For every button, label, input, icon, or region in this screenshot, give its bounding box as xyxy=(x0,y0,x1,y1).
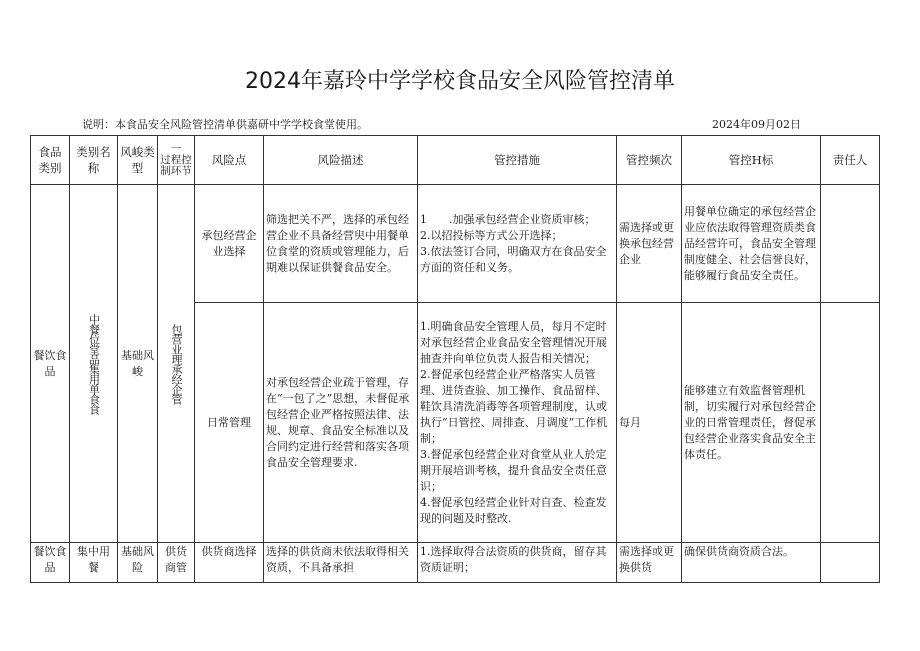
cell-risk-point: 日常管理 xyxy=(195,303,264,543)
cell-description: 对承包经营企业疏于管理，存在“一包了之”思想，未督促承包经营企业严格按照法律、法规、规章、食品安全标准以及合同约定进行经营和落实各项食品安全管理要求. xyxy=(264,303,418,543)
table-row xyxy=(31,543,880,583)
cell-process: 供货商管 xyxy=(158,543,195,583)
header-process xyxy=(158,136,195,185)
cell-process-text: 包营业理承经企管 xyxy=(170,323,183,404)
header-goal: 管控H标 xyxy=(682,136,821,185)
cell-name: 集中用餐 xyxy=(70,543,118,583)
cell-goal: 能够建立有效监督管理机制，切实履行对承包经营企业的日常管理责任，督促承包经营企业落实食品安全主体责任。 xyxy=(682,303,821,543)
cell-owner xyxy=(821,185,880,303)
cell-type: 基础风峻 xyxy=(118,185,158,543)
document-date: 2024年09月02日 xyxy=(712,118,801,131)
cell-risk-point: 承包经营企业选择 xyxy=(195,185,264,303)
cell-frequency: 需选择或更换承包经营企业 xyxy=(617,185,682,303)
header-description: 风险描述 xyxy=(264,136,418,185)
cell-owner xyxy=(821,303,880,543)
document-note: 说明：本食品安全风险管控清单供嘉研中学学校食堂使用。 xyxy=(82,118,368,131)
cell-description: 选择的供货商未依法取得相关资质，不具备承担 xyxy=(264,543,418,583)
cell-owner xyxy=(821,543,880,583)
cell-goal: 确保供货商资质合法。 xyxy=(682,543,821,583)
header-frequency: 管控频次 xyxy=(617,136,682,185)
cell-measures: 1.选择取得合法资质的供货商，留存其资质证明； xyxy=(418,543,617,583)
cell-category: 餐饮食品 xyxy=(31,185,70,543)
header-category: 食品类别 xyxy=(31,136,70,185)
header-row xyxy=(31,136,880,185)
header-process-label: 过程控制环节 xyxy=(160,153,192,177)
header-name: 类别名称 xyxy=(70,136,118,185)
cell-description: 筛选把关不严，选择的承包经营企业不具备经营臾中用餐单位食堂的资质或管理能力，后期难以保证供餐食品安全。 xyxy=(264,185,418,303)
risk-control-table xyxy=(30,135,880,583)
table-row xyxy=(31,185,880,303)
cell-name xyxy=(70,185,118,543)
cell-measures: 1.明确食品安全管理人员，每月不定时对承包经营企业食品安全管理情况开展抽查并向单位负责人报告相关情况； 2.督促承包经营企业严格落实人员管理、进货查验、加工操作、食品留样、鞋饮具清洗消毒等各项管理制度，认或执行“日管控、周排查、月调度”工作机制； 3.督促承包经营企业对食堂从业人於定期开展培训考核，提升食品安全责任意识； 4.督促承包经营企业针对自查、检查发现的问题及时整改. xyxy=(418,303,617,543)
header-risk-point: 风险点 xyxy=(195,136,264,185)
cell-type: 基础风险 xyxy=(118,543,158,583)
cell-name-text: 中餐位堂品集用单食食 xyxy=(87,313,101,414)
cell-process xyxy=(158,185,195,543)
header-owner: 责任人 xyxy=(821,136,880,185)
header-process-prefix: 一 xyxy=(170,142,182,155)
cell-frequency: 每月 xyxy=(617,303,682,543)
document-title: 2024年嘉玲中学学校食品安全风险管控清单 xyxy=(245,69,675,94)
header-type: 风峻类型 xyxy=(118,136,158,185)
cell-category: 餐饮食品 xyxy=(31,543,70,583)
header-measures: 管控措施 xyxy=(418,136,617,185)
cell-frequency: 需选择或更换供货 xyxy=(617,543,682,583)
cell-measures: 1 .加强承包经营企业资质审核； 2.以招投标等方式公开选择； 3.依法签订合同，明确双方在食品安全方面的资任和义务。 xyxy=(418,185,617,303)
cell-risk-point: 供货商选择 xyxy=(195,543,264,583)
cell-goal: 用餐单位确定的承包经营企业应依法取得管理资质类食品经营许可，食品安全管理制度健全、社会信誉良好，能够履行食品安全责任。 xyxy=(682,185,821,303)
